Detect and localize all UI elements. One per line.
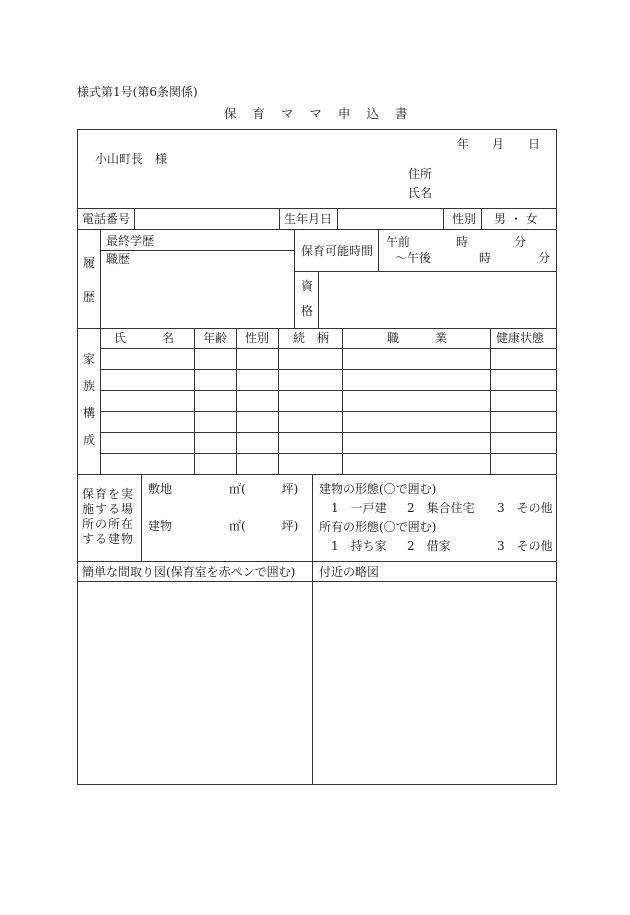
table-row-divider <box>100 369 557 370</box>
border-bottom <box>77 784 557 785</box>
divider <box>443 208 444 229</box>
border-left <box>77 129 78 785</box>
form-number: 様式第1号(第6条関係) <box>77 85 198 99</box>
vicinity-map-label: 付近の略図 <box>319 565 380 579</box>
divider <box>100 250 294 251</box>
minute-label: 分 <box>514 235 527 249</box>
divider <box>77 328 557 329</box>
history-section-label: 履 歴 <box>83 256 96 304</box>
column-header-occupation: 職 業 <box>387 331 448 345</box>
table-row-divider <box>100 453 557 454</box>
table-row-divider <box>100 411 557 412</box>
divider <box>77 474 557 475</box>
divider <box>318 271 319 328</box>
building-section-label-line: 所の所在 <box>82 517 135 531</box>
building-section-label-line: 保育を実 <box>82 487 135 501</box>
family-section-label: 家 族 構 成 <box>83 352 96 447</box>
building-section-label-line: 施する場 <box>82 502 135 516</box>
ownership-option: 1 持ち家 <box>331 539 387 553</box>
hour-label: 時 <box>456 235 469 249</box>
page-title: 保 育 マ マ 申 込 書 <box>224 106 414 121</box>
gender-label: 性別 <box>452 212 477 226</box>
building-label: 建物 <box>148 519 173 533</box>
name-label: 氏名 <box>408 186 433 200</box>
table-row-divider <box>100 432 557 433</box>
building-form-title: 建物の形態(〇で囲む) <box>319 482 437 496</box>
final-education-label: 最終学歴 <box>106 234 155 248</box>
table-row-divider <box>100 348 557 349</box>
divider <box>77 208 557 209</box>
column-header-relation: 続 柄 <box>293 331 330 345</box>
divider <box>77 561 557 562</box>
pm-label: ～午後 <box>395 251 432 265</box>
site-area-unit: ㎡( 坪) <box>229 482 299 496</box>
divider <box>141 474 142 561</box>
divider <box>100 229 101 328</box>
divider <box>77 581 557 582</box>
qualification-label: 資 格 <box>301 279 314 318</box>
hour-label: 時 <box>479 251 492 265</box>
available-time-label: 保育可能時間 <box>301 244 374 258</box>
column-header-gender: 性別 <box>245 331 270 345</box>
ownership-title: 所有の形態(〇で囲む) <box>319 520 437 534</box>
work-history-label: 職歴 <box>106 252 131 266</box>
divider <box>279 208 280 229</box>
divider <box>77 229 557 230</box>
divider <box>294 229 295 328</box>
year-label: 年 <box>457 137 470 151</box>
addressee: 小山町長 様 <box>95 152 168 166</box>
minute-label: 分 <box>538 251 551 265</box>
phone-label: 電話番号 <box>82 212 131 226</box>
ownership-option: 2 借家 <box>407 539 451 553</box>
gender-options: 男 ・ 女 <box>494 212 538 226</box>
column-header-name: 氏 名 <box>114 331 175 345</box>
divider <box>294 271 557 272</box>
border-top <box>77 129 557 130</box>
divider <box>312 474 313 784</box>
building-area-unit: ㎡( 坪) <box>229 519 299 533</box>
form-option: 3 その他 <box>497 501 553 515</box>
address-label: 住所 <box>408 167 433 181</box>
divider <box>337 208 338 229</box>
column-header-health: 健康状態 <box>496 331 545 345</box>
divider <box>481 208 482 229</box>
floor-plan-label: 簡単な間取り図(保育室を赤ペンで囲む) <box>82 565 296 579</box>
form-option: 2 集合住宅 <box>407 501 475 515</box>
am-label: 午前 <box>386 235 411 249</box>
site-label: 敷地 <box>148 482 173 496</box>
day-label: 日 <box>528 137 541 151</box>
table-row-divider <box>100 390 557 391</box>
building-section-label-line: する建物 <box>82 532 135 546</box>
column-header-age: 年齢 <box>203 331 228 345</box>
form-option: 1 一戸建 <box>331 501 387 515</box>
divider <box>378 229 379 271</box>
divider <box>134 208 135 229</box>
birth-date-label: 生年月日 <box>284 212 333 226</box>
border-right <box>556 129 557 785</box>
ownership-option: 3 その他 <box>497 539 553 553</box>
month-label: 月 <box>492 137 505 151</box>
